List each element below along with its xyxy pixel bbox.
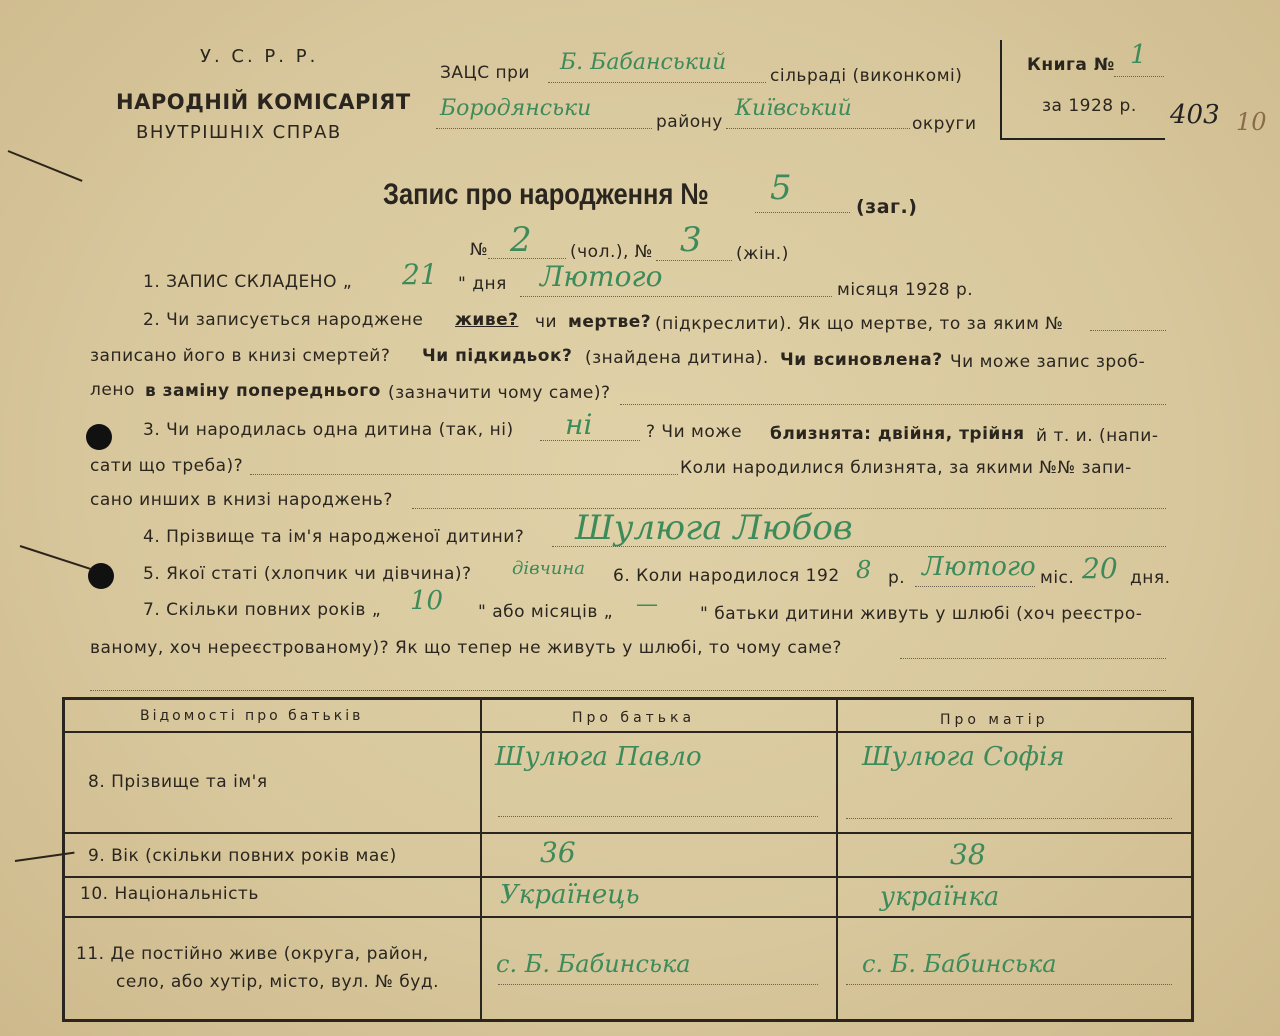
q2-or: чи xyxy=(535,312,558,332)
district-label: району xyxy=(656,112,723,132)
mother-name: Шулюга Софія xyxy=(862,742,1065,772)
q2-line2-a: записано його в книзі смертей? xyxy=(90,346,391,366)
republic-label: У. С. Р. Р. xyxy=(200,46,319,67)
q3-line3-a: сано инших в книзі народжень? xyxy=(90,490,393,510)
q2-replacement: в заміну попереднього xyxy=(145,381,381,401)
q3-line1-d: й т. и. (напи- xyxy=(1036,426,1159,446)
zags-label: ЗАЦС при xyxy=(440,63,530,83)
q1-suffix: місяця 1928 р. xyxy=(837,280,974,300)
father-nationality: Українець xyxy=(500,880,640,910)
q6-day: 20 xyxy=(1082,552,1118,585)
q3-line1-a: 3. Чи народилась одна дитина (так, ні) xyxy=(143,420,514,440)
male-number: 2 xyxy=(510,220,532,260)
row-residence-label-1: 11. Де постійно живе (округа, район, xyxy=(76,944,429,964)
q2-line1-a: 2. Чи записується народжене xyxy=(143,310,424,330)
q2-foundling: Чи підкидьок? xyxy=(422,346,573,366)
binding-hole-bottom xyxy=(88,563,114,589)
mother-residence: с. Б. Бабинська xyxy=(862,950,1057,978)
q6-year: 8 xyxy=(856,556,872,584)
q1-mid: " дня xyxy=(458,274,507,294)
table-header-info: Відомості про батьків xyxy=(140,708,364,724)
district-name: Бородянськи xyxy=(440,96,592,121)
book-label: Книга № xyxy=(1027,55,1115,75)
binding-hole-top xyxy=(86,424,112,450)
q2-line2-e: Чи може запис зроб- xyxy=(950,352,1146,372)
male-label: (чол.), № xyxy=(570,242,653,262)
female-number: 3 xyxy=(680,220,702,260)
mother-age: 38 xyxy=(950,838,986,871)
book-number: 1 xyxy=(1130,40,1147,70)
q7-line1-c: " батьки дитини живуть у шлюбі (хоч реєстро- xyxy=(700,604,1143,624)
row-residence-label-2: село, або хутір, місто, вул. № буд. xyxy=(116,972,439,992)
father-name: Шулюга Павло xyxy=(495,742,702,772)
okrug-name: Київський xyxy=(735,96,852,121)
row-nationality-label: 10. Національність xyxy=(80,884,259,904)
q6-label: 6. Коли народилося 192 xyxy=(613,566,840,586)
q7-line1-b: " або місяців „ xyxy=(478,602,614,622)
table-header-father: Про батька xyxy=(572,710,696,726)
q6-dnya: дня. xyxy=(1130,568,1171,588)
table-header-mother: Про матір xyxy=(940,712,1049,728)
q4-answer: Шулюга Любов xyxy=(575,508,853,548)
corner-extra: 10 xyxy=(1236,108,1267,136)
q4-label: 4. Прізвище та ім'я народженої дитини? xyxy=(143,527,525,547)
q3-line1-b: ? Чи може xyxy=(646,422,743,442)
q2-line2-c: (знайдена дитина). xyxy=(585,348,769,368)
council-label: сільраді (виконкомі) xyxy=(770,66,963,86)
father-residence: с. Б. Бабинська xyxy=(496,950,691,978)
q3-twins: близнята: двійня, трійня xyxy=(770,424,1025,444)
father-age: 36 xyxy=(540,836,576,869)
q7-years: 10 xyxy=(410,586,444,616)
department-label: ВНУТРІШНІХ СПРАВ xyxy=(136,122,342,143)
q1-prefix: 1. ЗАПИС СКЛАДЕНО „ xyxy=(143,272,353,292)
record-number: 5 xyxy=(770,168,792,208)
q2-line3-c: (зазначити чому саме)? xyxy=(388,383,611,403)
q3-line2-b: Коли народилися близнята, за якими №№ запи- xyxy=(680,458,1132,478)
okrug-label: округи xyxy=(912,114,977,134)
mother-nationality: українка xyxy=(880,882,1000,912)
total-label: (заг.) xyxy=(856,196,918,218)
female-label: (жін.) xyxy=(736,244,789,264)
q1-month: Лютого xyxy=(540,260,663,293)
q5-label: 5. Якої статі (хлопчик чи дівчина)? xyxy=(143,564,472,584)
commissariat-label: НАРОДНІЙ КОМІСАРІЯТ xyxy=(116,90,411,114)
year-label: за 1928 р. xyxy=(1042,96,1137,116)
q2-alive: живе? xyxy=(455,310,519,330)
q6-r: р. xyxy=(888,568,906,588)
q3-line2-a: сати що треба)? xyxy=(90,456,244,476)
q6-month: Лютого xyxy=(922,552,1036,582)
village-name: Б. Бабанський xyxy=(560,50,727,75)
q1-day: 21 xyxy=(402,258,438,291)
q7-line1-a: 7. Скільки повних років „ xyxy=(143,600,382,620)
q7-line2: ваному, хоч нереєстрованому)? Як що тепер не живуть у шлюбі, то чому саме? xyxy=(90,638,842,658)
q2-line1-e: (підкреслити). Як що мертве, то за яким № xyxy=(655,314,1064,334)
document-title: Запис про народження № xyxy=(383,178,709,211)
q7-months: — xyxy=(636,592,658,617)
q5-answer: дівчина xyxy=(512,558,586,579)
q2-dead: мертве? xyxy=(568,312,652,332)
q6-mis: міс. xyxy=(1040,568,1075,588)
q3-answer: ні xyxy=(565,408,593,441)
male-no-label: № xyxy=(470,240,489,260)
q2-line3-a: лено xyxy=(90,380,135,400)
q2-adopted: Чи всиновлена? xyxy=(780,350,943,370)
corner-number: 403 xyxy=(1170,100,1220,130)
row-name-label: 8. Прізвище та ім'я xyxy=(88,772,268,792)
row-age-label: 9. Вік (скільки повних років має) xyxy=(88,846,397,866)
